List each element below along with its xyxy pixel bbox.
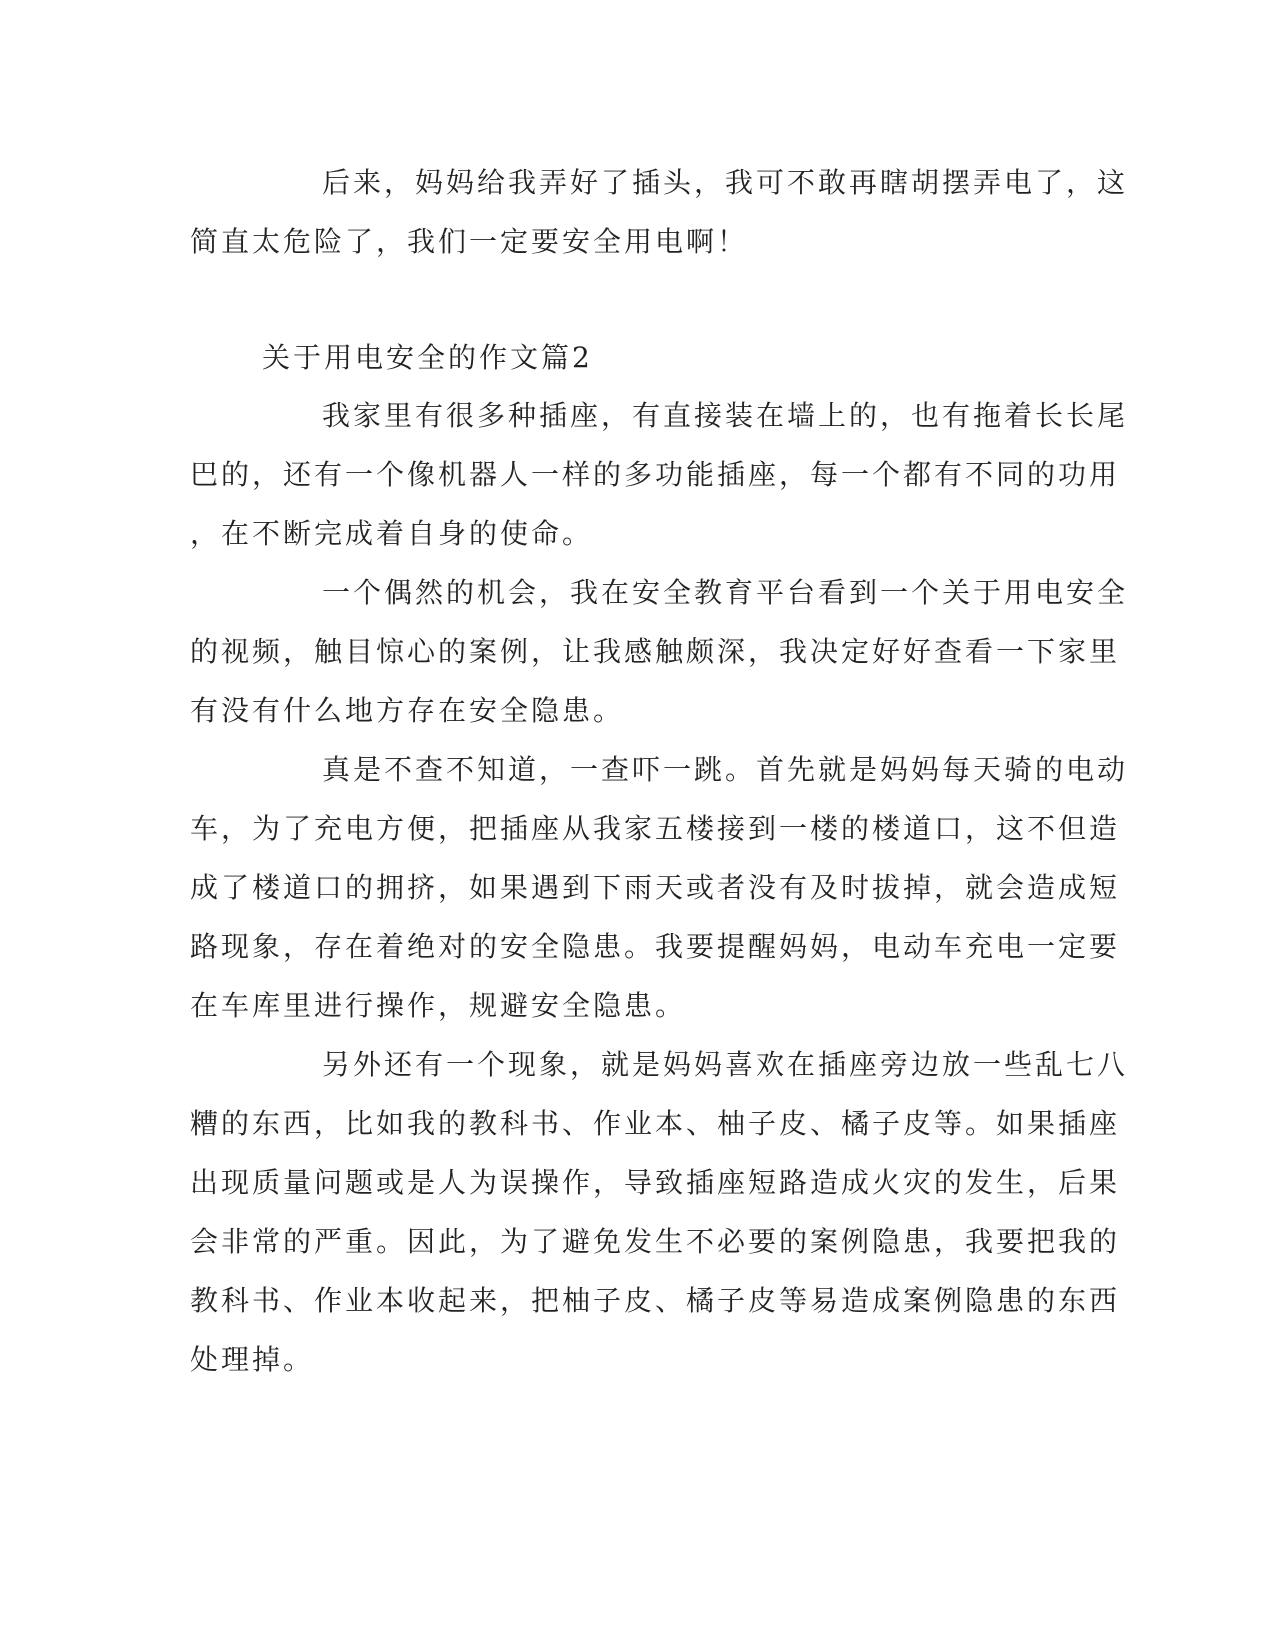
paragraph-4-line-3: 成了楼道口的拥挤，如果遇到下雨天或者没有及时拔掉，就会造成短: [190, 871, 1121, 904]
paragraph-5-line-5: 教科书、作业本收起来，把柚子皮、橘子皮等易造成案例隐患的东西: [190, 1284, 1121, 1317]
paragraph-3-line-3: 有没有什么地方存在安全隐患。: [190, 694, 625, 727]
paragraph-4-line-2: 车，为了充电方便，把插座从我家五楼接到一楼的楼道口，这不但造: [190, 812, 1121, 845]
section-heading: 关于用电安全的作文篇2: [262, 341, 593, 374]
paragraph-5-line-2: 糟的东西，比如我的教科书、作业本、柚子皮、橘子皮等。如果插座: [190, 1107, 1121, 1140]
paragraph-3-line-2: 的视频，触目惊心的案例，让我感触颇深，我决定好好查看一下家里: [190, 635, 1121, 668]
paragraph-5-line-3: 出现质量问题或是人为误操作，导致插座短路造成火灾的发生，后果: [190, 1166, 1121, 1199]
paragraph-1-line-1: 后来，妈妈给我弄好了插头，我可不敢再瞎胡摆弄电了，这: [322, 166, 1129, 199]
paragraph-5-line-4: 会非常的严重。因此，为了避免发生不必要的案例隐患，我要把我的: [190, 1225, 1121, 1258]
paragraph-2-line-2: 巴的，还有一个像机器人一样的多功能插座，每一个都有不同的功用: [190, 458, 1121, 491]
paragraph-4-line-5: 在车库里进行操作，规避安全隐患。: [190, 989, 687, 1022]
paragraph-5-line-6: 处理掉。: [190, 1343, 315, 1376]
paragraph-4-line-1: 真是不查不知道，一查吓一跳。首先就是妈妈每天骑的电动: [322, 753, 1129, 786]
paragraph-1-line-2: 简直太危险了，我们一定要安全用电啊！: [190, 225, 749, 258]
paragraph-4-line-4: 路现象，存在着绝对的安全隐患。我要提醒妈妈，电动车充电一定要: [190, 930, 1121, 963]
paragraph-2-line-1: 我家里有很多种插座，有直接装在墙上的，也有拖着长长尾: [322, 399, 1129, 432]
paragraph-3-line-1: 一个偶然的机会，我在安全教育平台看到一个关于用电安全: [322, 576, 1129, 609]
paragraph-5-line-1: 另外还有一个现象，就是妈妈喜欢在插座旁边放一些乱七八: [322, 1048, 1129, 1081]
paragraph-2-line-3: ，在不断完成着自身的使命。: [190, 517, 594, 550]
